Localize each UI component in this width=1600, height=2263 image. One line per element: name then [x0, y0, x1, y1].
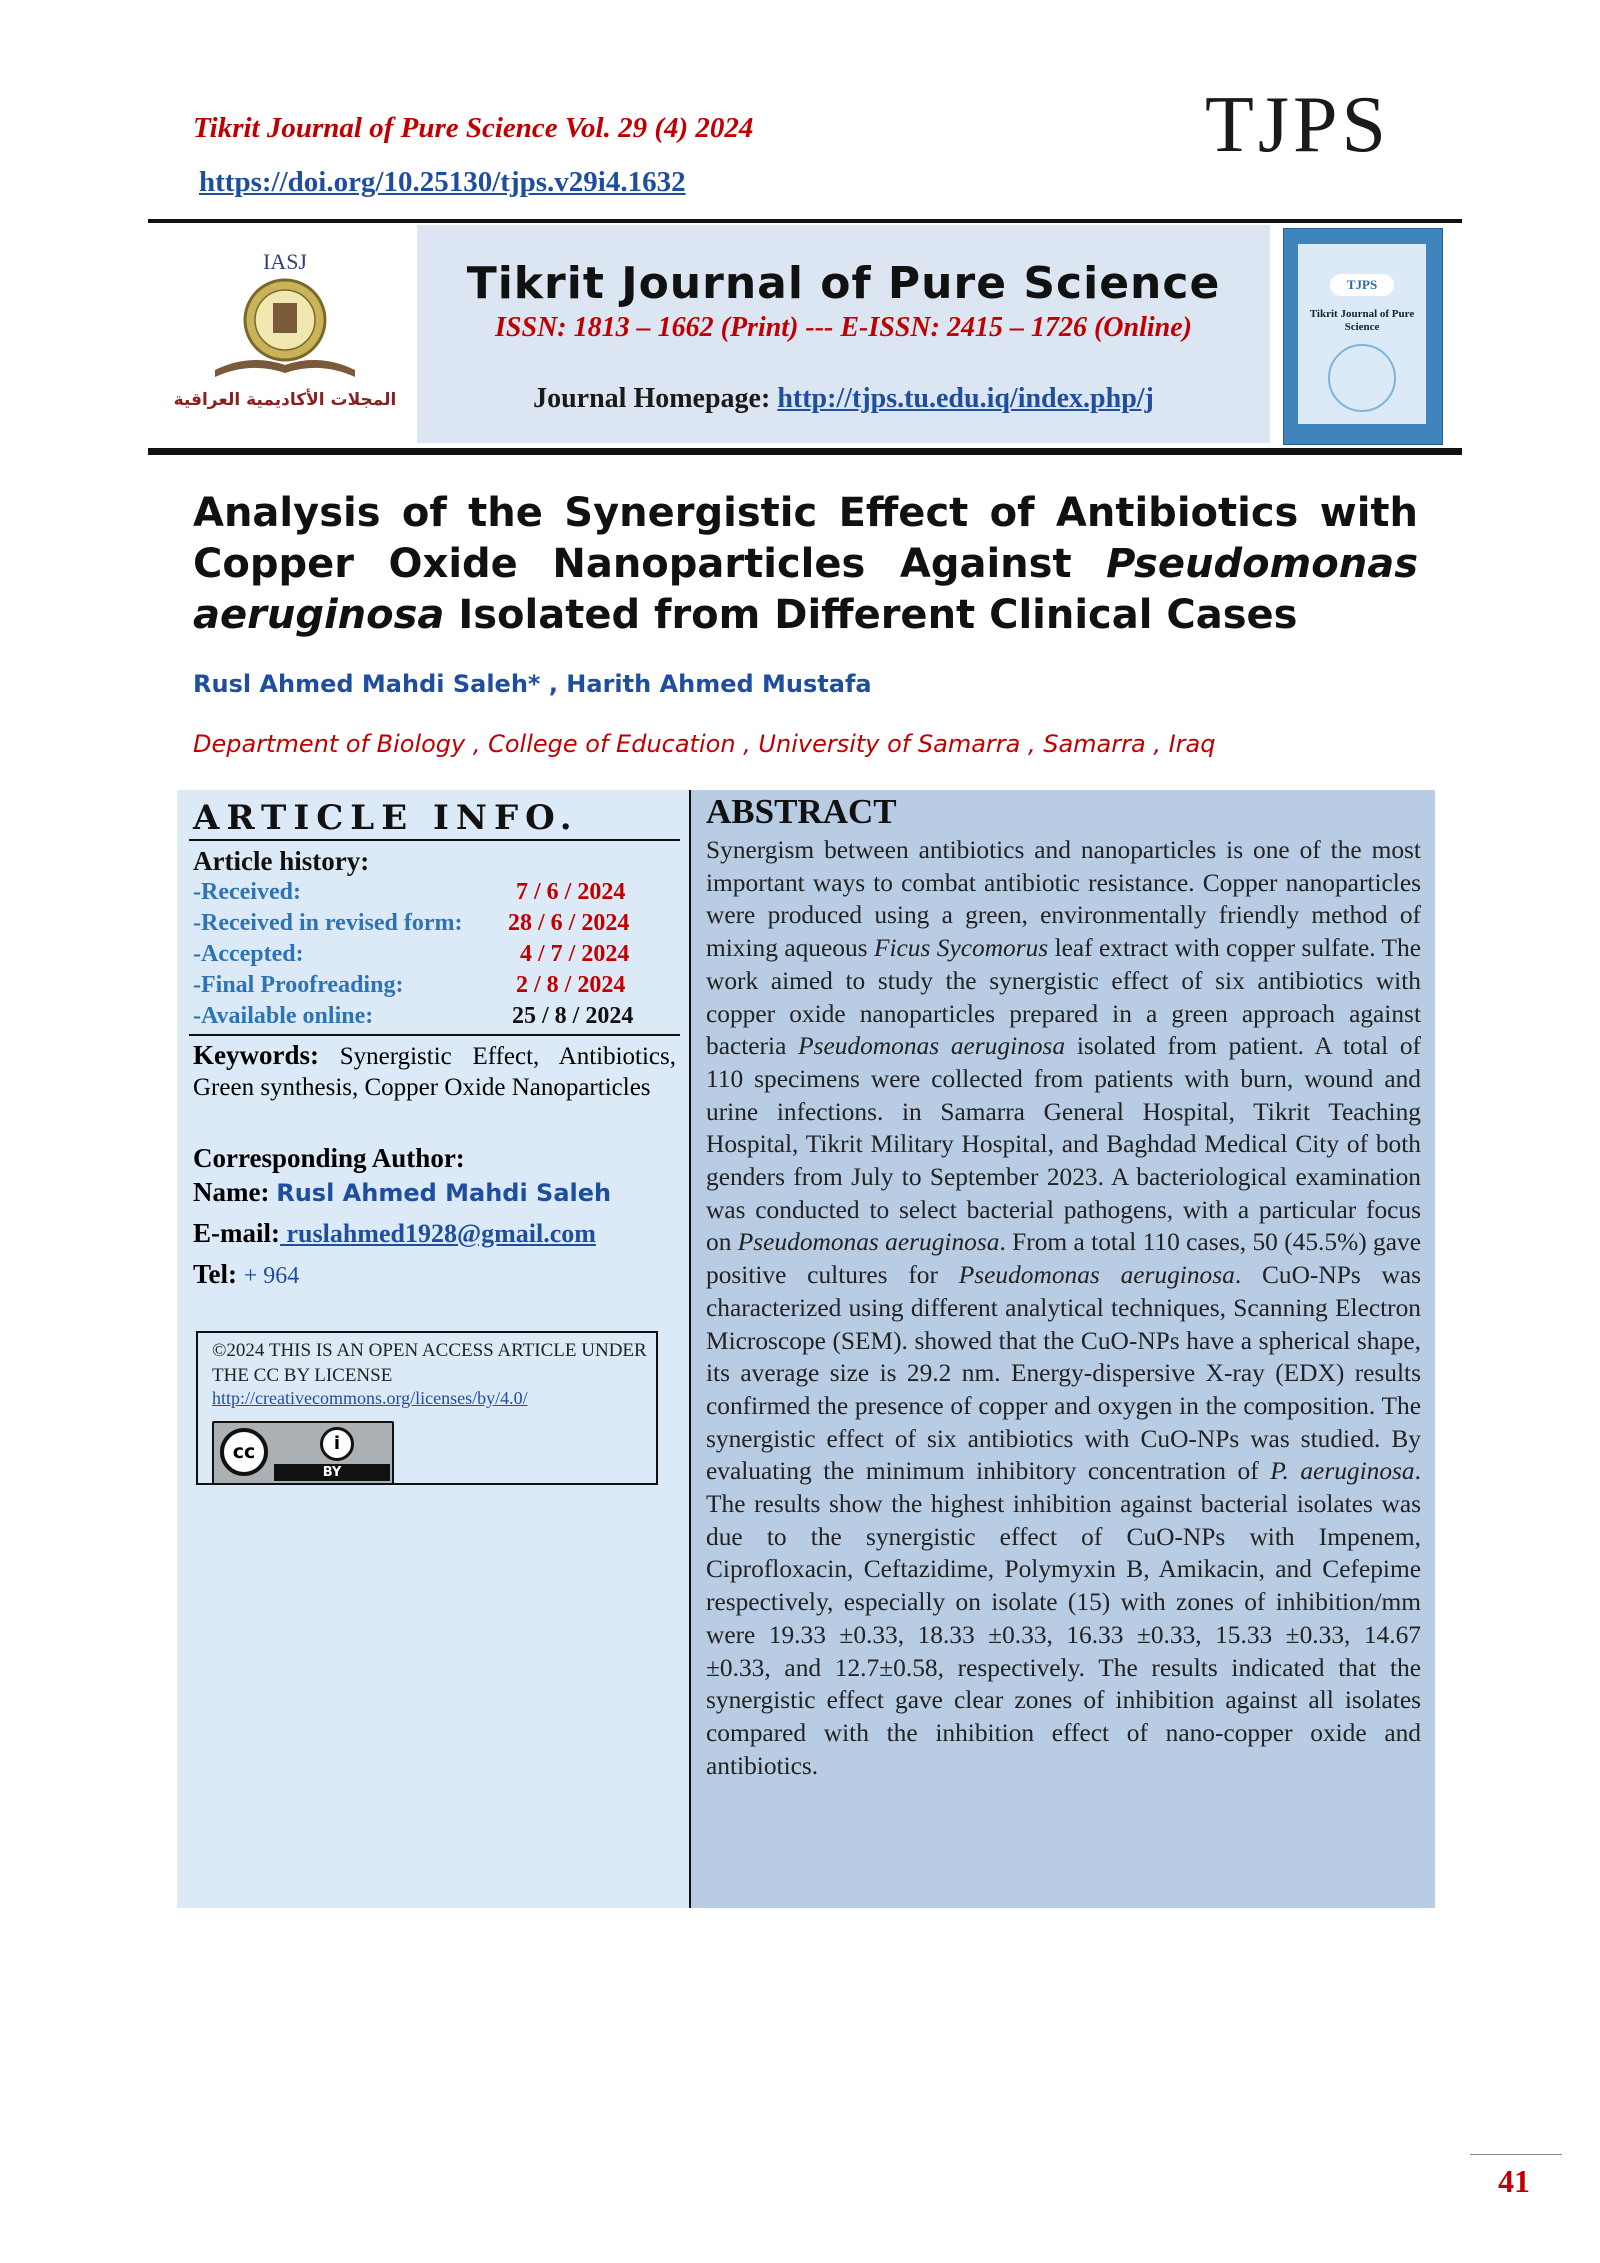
- author-name-line: [193, 1177, 611, 1208]
- license-box: [196, 1331, 658, 1485]
- iasj-label: IASJ: [262, 249, 308, 274]
- divider: [189, 1034, 680, 1036]
- name-label: Name:: [193, 1177, 277, 1207]
- issn-line: ISSN: 1813 – 1662 (Print) --- E-ISSN: 2415 – 1726 (Online): [495, 312, 1192, 343]
- cover-emblem-icon: [1328, 344, 1396, 412]
- abstract-segment: leaf extract with copper sulfate. The work aimed to study the synergistic effect of six antibiotics with copper oxide nanoparticles prepared in a green approach against bacteria: [706, 934, 1421, 1061]
- doi-link[interactable]: https://doi.org/10.25130/tjps.v29i4.1632: [199, 166, 686, 198]
- title-part: Isolated from Different Clinical Cases: [444, 592, 1298, 638]
- homepage-link[interactable]: http://tjps.tu.edu.iq/index.php/j: [777, 383, 1154, 414]
- journal-title: Tikrit Journal of Pure Science: [466, 258, 1221, 309]
- homepage-label: Journal Homepage:: [533, 383, 778, 414]
- journal-citation: Tikrit Journal of Pure Science Vol. 29 (4) 2024: [193, 112, 754, 144]
- tjps-logo: TJPS: [1205, 81, 1390, 169]
- article-info-heading: ARTICLE INFO.: [193, 798, 579, 838]
- header-top-rule: [148, 219, 1462, 223]
- author-tel: + 964: [243, 1263, 300, 1289]
- author-email-link[interactable]: ruslahmed1928@gmail.com: [280, 1219, 596, 1248]
- keywords: [193, 1040, 676, 1103]
- title-part: Analysis of the Synergistic Effect of Antibiotics with Copper Oxide Nanoparticles Against: [193, 490, 1418, 587]
- by-label: BY: [274, 1464, 390, 1481]
- history-received-date: 7 / 6 / 2024: [516, 879, 626, 905]
- journal-cover-image: [1283, 228, 1443, 445]
- history-proofreading-date: 2 / 8 / 2024: [516, 972, 626, 998]
- keywords-list: Synergistic Effect, Antibiotics, Green synthesis, Copper Oxide Nanoparticles: [193, 1043, 676, 1101]
- abstract-segment: Synergism between antibiotics and nanoparticles is one of the most important ways to combat antibiotic resistance. Copper nanoparticles were produced using a green, environmentally friendly method of mixing aqueous: [706, 836, 1421, 963]
- abstract-species: Pseudomonas aeruginosa: [798, 1032, 1066, 1061]
- abstract-segment: . The results show the highest inhibition against bacterial isolates was due to the synergistic effect of CuO-NPs with Impenem, Ciprofloxacin, Ceftazidime, Polymyxin B, Amikacin, and Cefepime respectively, especially on isolate (15) with zones of inhibition/mm were 19.33 ±0.33, 18.33 ±0.33, 16.33 ±0.33, 15.33 ±0.33, 14.67 ±0.33, and 12.7±0.58, respectively. The results indicated that the synergistic effect gave clear zones of inhibition against all isolates compared with the inhibition effect of nano-copper oxide and antibiotics.: [706, 1457, 1421, 1780]
- person-icon: i: [320, 1427, 354, 1461]
- cc-icon: cc: [220, 1428, 268, 1476]
- cc-by-badge-icon: [212, 1421, 394, 1485]
- history-revised-date: 28 / 6 / 2024: [508, 910, 630, 936]
- abstract-species: Pseudomonas aeruginosa: [958, 1261, 1235, 1290]
- authors: Rusl Ahmed Mahdi Saleh* , Harith Ahmed Mustafa: [193, 670, 872, 698]
- email-label: E-mail:: [193, 1218, 280, 1248]
- keywords-label: Keywords:: [193, 1040, 319, 1070]
- tel-label: Tel:: [193, 1259, 244, 1289]
- iasj-logo-icon: [160, 245, 410, 415]
- author-tel-line: [193, 1259, 299, 1290]
- history-online-date: 25 / 8 / 2024: [512, 1003, 634, 1029]
- abstract-species: P. aeruginosa: [1270, 1457, 1415, 1486]
- abstract-segment: isolated from patient. A total of 110 specimens were collected from patients with burn, wound and urine infections. in Samarra General Hospital, Tikrit Teaching Hospital, Tikrit Military Hospital, and Baghdad Medical City of both genders from July to September 2023. A bacteriological examination was conducted to select bacterial pathogens, with a particular focus on: [706, 1032, 1421, 1257]
- page-number: 41: [1498, 2163, 1530, 2199]
- history-proofreading-label: -Final Proofreading:: [193, 972, 404, 998]
- cover-tag: TJPS: [1330, 274, 1394, 296]
- history-online-label: -Available online:: [193, 1003, 374, 1029]
- journal-homepage: [417, 383, 1270, 415]
- cover-title: Tikrit Journal of Pure Science: [1309, 308, 1415, 333]
- author-email-line: [193, 1218, 596, 1249]
- article-title: [193, 488, 1418, 641]
- author-name: Rusl Ahmed Mahdi Saleh: [276, 1179, 612, 1207]
- license-text: ©2024 THIS IS AN OPEN ACCESS ARTICLE UNDER THE CC BY LICENSE: [212, 1340, 647, 1386]
- title-organism: Pseudomonas aeruginosa: [193, 541, 1418, 638]
- article-history-label: Article history:: [193, 846, 370, 876]
- abstract-species: Pseudomonas aeruginosa: [737, 1228, 1000, 1257]
- abstract-text: [706, 834, 1421, 1782]
- footer-rule: [1470, 2154, 1562, 2155]
- corresponding-author-label: Corresponding Author:: [193, 1143, 465, 1173]
- divider: [189, 839, 680, 841]
- abstract-segment: . CuO-NPs was characterized using different analytical techniques, Scanning Electron Microscope (SEM). showed that the CuO-NPs have a spherical shape, its average size is 29.2 nm. Energy-dispersive X-ray (EDX) results confirmed the presence of copper and oxygen in the composition. The synergistic effect of six antibiotics with CuO-NPs was studied. By evaluating the minimum inhibitory concentration of: [706, 1261, 1421, 1486]
- banner-bottom-rule: [148, 448, 1462, 455]
- history-received-label: -Received:: [193, 879, 301, 905]
- abstract-species: Ficus Sycomorus: [873, 934, 1049, 963]
- history-revised-label: -Received in revised form:: [193, 910, 463, 936]
- affiliation: Department of Biology , College of Education , University of Samarra , Samarra , Iraq: [193, 730, 1216, 758]
- license-link[interactable]: http://creativecommons.org/licenses/by/4.0/: [212, 1388, 528, 1408]
- abstract-segment: . From a total 110 cases, 50 (45.5%) gave positive cultures for: [706, 1228, 1421, 1290]
- history-accepted-label: -Accepted:: [193, 941, 304, 967]
- history-accepted-date: 4 / 7 / 2024: [520, 941, 630, 967]
- abstract-heading: ABSTRACT: [706, 792, 897, 831]
- iasj-arabic-label: المجلات الأكاديمية العراقية: [173, 390, 397, 410]
